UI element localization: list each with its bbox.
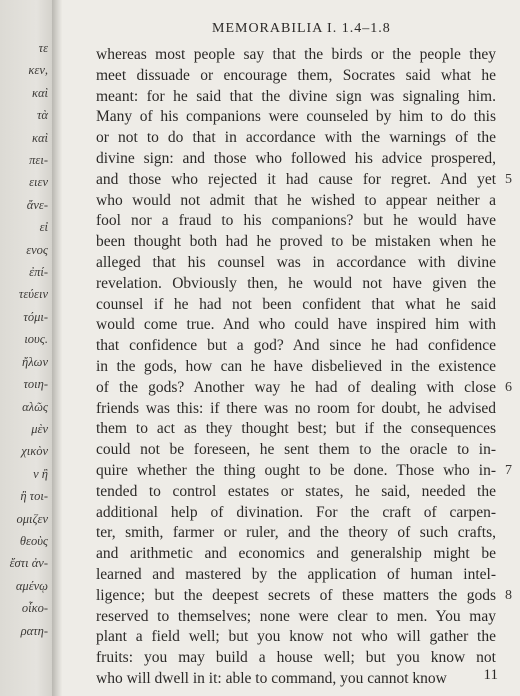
text-line: that confidence but a god? And since he had confidence bbox=[96, 337, 496, 355]
text-line: revelation. Obviously then, he would not have given the bbox=[96, 274, 496, 292]
greek-fragment: κεν, bbox=[28, 63, 48, 78]
greek-fragment: καὶ bbox=[31, 85, 48, 100]
english-page bbox=[62, 0, 520, 696]
greek-fragment: ειεν bbox=[29, 175, 48, 190]
body-text bbox=[96, 45, 496, 690]
text-line: would come true. And who could have inspired him with bbox=[96, 316, 496, 334]
greek-fragment: ρατη- bbox=[20, 623, 48, 638]
text-line: counsel if he had not been confident that what he said bbox=[96, 295, 496, 313]
greek-fragment: τὰ bbox=[36, 108, 48, 123]
greek-fragment: αμένῳ bbox=[15, 578, 48, 593]
text-line: alleged that his counsel was in accordance with divine bbox=[96, 253, 496, 271]
text-line: could not be foreseen, he sent them to the oracle to in- bbox=[96, 441, 496, 459]
greek-fragment: πει- bbox=[29, 153, 48, 168]
greek-fragment: αλῶς bbox=[22, 399, 48, 414]
greek-fragment: ἐπί- bbox=[29, 265, 48, 280]
text-line: friends was this: if there was no room for doubt, he advised bbox=[96, 399, 496, 417]
greek-fragment: μὲν bbox=[31, 421, 48, 436]
book-gutter bbox=[52, 0, 62, 696]
greek-text-column bbox=[0, 37, 48, 642]
text-line: who would not admit that he wished to appear neither a bbox=[96, 191, 496, 209]
text-line: Many of his companions were counseled by him to do this bbox=[96, 108, 496, 126]
text-line: and those who rejected it had cause for regret. And yet bbox=[96, 170, 496, 188]
text-line: learned and mastered by the application of human intel- bbox=[96, 565, 496, 583]
greek-fragment: ενος bbox=[26, 242, 48, 257]
text-line: quire whether the thing ought to be done. Those who in- bbox=[96, 461, 496, 479]
text-line: whereas most people say that the birds or the people they bbox=[96, 46, 496, 63]
page-number: 11 bbox=[483, 667, 498, 683]
greek-fragment: ἤλων bbox=[22, 354, 48, 369]
text-line: who will dwell in it: able to command, you cannot know bbox=[96, 669, 447, 687]
greek-fragment: τε bbox=[38, 41, 48, 55]
greek-fragment: ἢ τοι- bbox=[20, 489, 48, 504]
text-line: meant: for he said that the divine sign was signaling him. bbox=[96, 87, 496, 105]
greek-fragment: χικὸν bbox=[21, 444, 48, 459]
greek-fragment: ἔστι ἀν- bbox=[9, 556, 48, 571]
greek-fragment: ἄνε- bbox=[26, 197, 48, 212]
greek-fragment: θεοὺς bbox=[19, 533, 48, 548]
text-line: divine sign: and those who followed his advice prospered, bbox=[96, 149, 496, 167]
text-line: or not to do that in accordance with the warnings of the bbox=[96, 129, 496, 147]
text-line: them to act as they thought best; but if the consequences bbox=[96, 420, 496, 438]
greek-fragment: εἰ bbox=[39, 220, 48, 235]
greek-fragment: οἶκο- bbox=[21, 601, 48, 616]
text-line: and arithmetic and economics and generalship might be bbox=[96, 545, 496, 563]
text-line: ligence; but the deepest secrets of these matters the gods bbox=[96, 586, 496, 604]
text-line: plant a field well; but you know not who will gather the bbox=[96, 628, 496, 646]
text-line: fruits: you may build a house well; but you know not bbox=[96, 649, 496, 667]
text-line: ter, smith, farmer or ruler, and the theory of such crafts, bbox=[96, 524, 496, 542]
greek-fragment: ν ἢ bbox=[33, 466, 48, 481]
text-line: in the gods, how can he have disbelieved in the existence bbox=[96, 357, 496, 375]
text-line: been thought both had he proved to be mistaken when he bbox=[96, 233, 496, 251]
greek-fragment: ομιζεν bbox=[16, 511, 48, 526]
text-line: of the gods? Another way he had of dealing with close bbox=[96, 378, 496, 396]
text-line: reserved to themselves; none were clear to men. You may bbox=[96, 607, 496, 625]
text-line: fool nor a fraud to his companions? but he would have bbox=[96, 212, 496, 230]
greek-fragment: τόμι- bbox=[23, 309, 48, 324]
text-line: meet dissuade or encourage them, Socrates said what he bbox=[96, 66, 496, 84]
section-number: 8 bbox=[505, 587, 512, 603]
greek-fragment: καὶ bbox=[31, 130, 48, 145]
running-header: MEMORABILIA I. 1.4–1.8 bbox=[212, 21, 391, 36]
greek-fragment: τεύειν bbox=[18, 287, 48, 302]
section-number: 6 bbox=[505, 379, 512, 395]
section-number: 5 bbox=[505, 171, 512, 187]
text-line: additional help of divination. For the craft of carpen- bbox=[96, 503, 496, 521]
section-number: 7 bbox=[505, 463, 512, 478]
facing-page-greek bbox=[0, 0, 52, 696]
text-line: tended to control estates or states, he said, needed the bbox=[96, 482, 496, 500]
greek-fragment: τοιη- bbox=[23, 377, 48, 392]
greek-fragment: ιους. bbox=[24, 332, 48, 347]
